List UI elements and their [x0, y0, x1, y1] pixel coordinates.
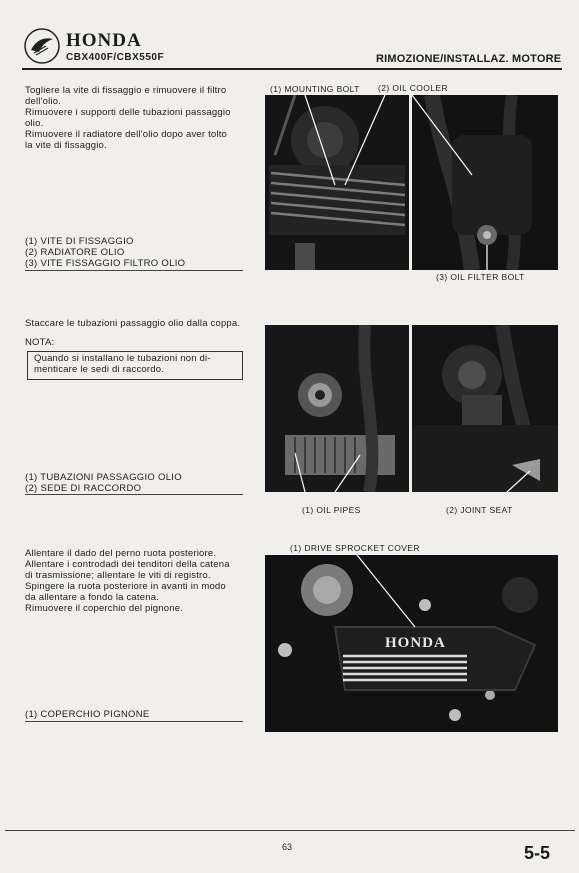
label-oil-cooler: (2) OIL COOLER [378, 83, 448, 93]
label-oil-pipes: (1) OIL PIPES [302, 505, 361, 515]
text-line: da allentare a fondo la catena. [25, 592, 160, 603]
photo-drive-sprocket-cover [265, 555, 558, 732]
nota-label: NOTA: [25, 337, 55, 348]
photo-oil-filter [412, 95, 558, 270]
callout-item: (1) VITE DI FISSAGGIO [25, 236, 134, 247]
callout-item: (3) VITE FISSAGGIO FILTRO OLIO [25, 258, 186, 269]
label-oil-filter-bolt: (3) OIL FILTER BOLT [436, 272, 525, 282]
text-line: Spingere la ruota posteriore in avanti in modo [25, 581, 226, 592]
label-joint-seat: (2) JOINT SEAT [446, 505, 513, 515]
brand-name: HONDA [66, 30, 142, 51]
callout-item: (2) SEDE DI RACCORDO [25, 483, 142, 494]
header-rule [22, 68, 562, 70]
text-line: Allentare i controdadi dei tenditori della catena [25, 559, 230, 570]
block2-callouts [25, 472, 182, 494]
text-line: Rimuovere i supporti delle tubazioni passaggio [25, 107, 231, 118]
block1-instructions [25, 85, 231, 151]
label-drive-sprocket-cover: (1) DRIVE SPROCKET COVER [290, 543, 420, 553]
text-line: Togliere la vite di fissaggio e rimuovere il filtro [25, 85, 227, 96]
text-line: la vite di fissaggio. [25, 140, 107, 151]
model-name: CBX400F/CBX550F [66, 52, 165, 63]
block2-instruction: Staccare le tubazioni passaggio olio dalla coppa. [25, 318, 241, 329]
block3-instructions [25, 548, 230, 614]
nota-text [34, 353, 211, 375]
text-line: Rimuovere il radiatore dell'olio dopo aver tolto [25, 129, 228, 140]
honda-wing-logo [22, 26, 62, 66]
section-number: 5-5 [524, 843, 551, 863]
cover-brand-text: HONDA [385, 635, 446, 651]
nota-line: Quando si installano le tubazioni non di- [34, 353, 211, 364]
callout-item: (1) TUBAZIONI PASSAGGIO OLIO [25, 472, 182, 483]
photo-oil-cooler-left [265, 95, 409, 270]
text-line: olio. [25, 118, 44, 129]
photo-oil-pipes [265, 325, 409, 492]
text-line: Rimuovere il coperchio del pignone. [25, 603, 184, 614]
block3-rule [25, 721, 243, 722]
page-number: 63 [282, 842, 293, 852]
block1-rule [25, 270, 243, 271]
callout-item: (1) COPERCHIO PIGNONE [25, 709, 150, 720]
block2-rule [25, 494, 243, 495]
block3-callouts [25, 709, 150, 720]
text-line: di trasmissione; allentare le viti di registro. [25, 570, 211, 581]
label-mounting-bolt: (1) MOUNTING BOLT [270, 84, 360, 94]
callout-item: (2) RADIATORE OLIO [25, 247, 125, 258]
photo-joint-seat [412, 325, 558, 492]
block1-callouts [25, 236, 185, 269]
text-line: dell'olio. [25, 96, 62, 107]
text-line: Allentare il dado del perno ruota posteriore. [25, 548, 217, 559]
footer-rule [5, 830, 575, 831]
section-title: RIMOZIONE/INSTALLAZ. MOTORE [376, 53, 562, 65]
nota-line: menticare le sedi di raccordo. [34, 364, 165, 375]
